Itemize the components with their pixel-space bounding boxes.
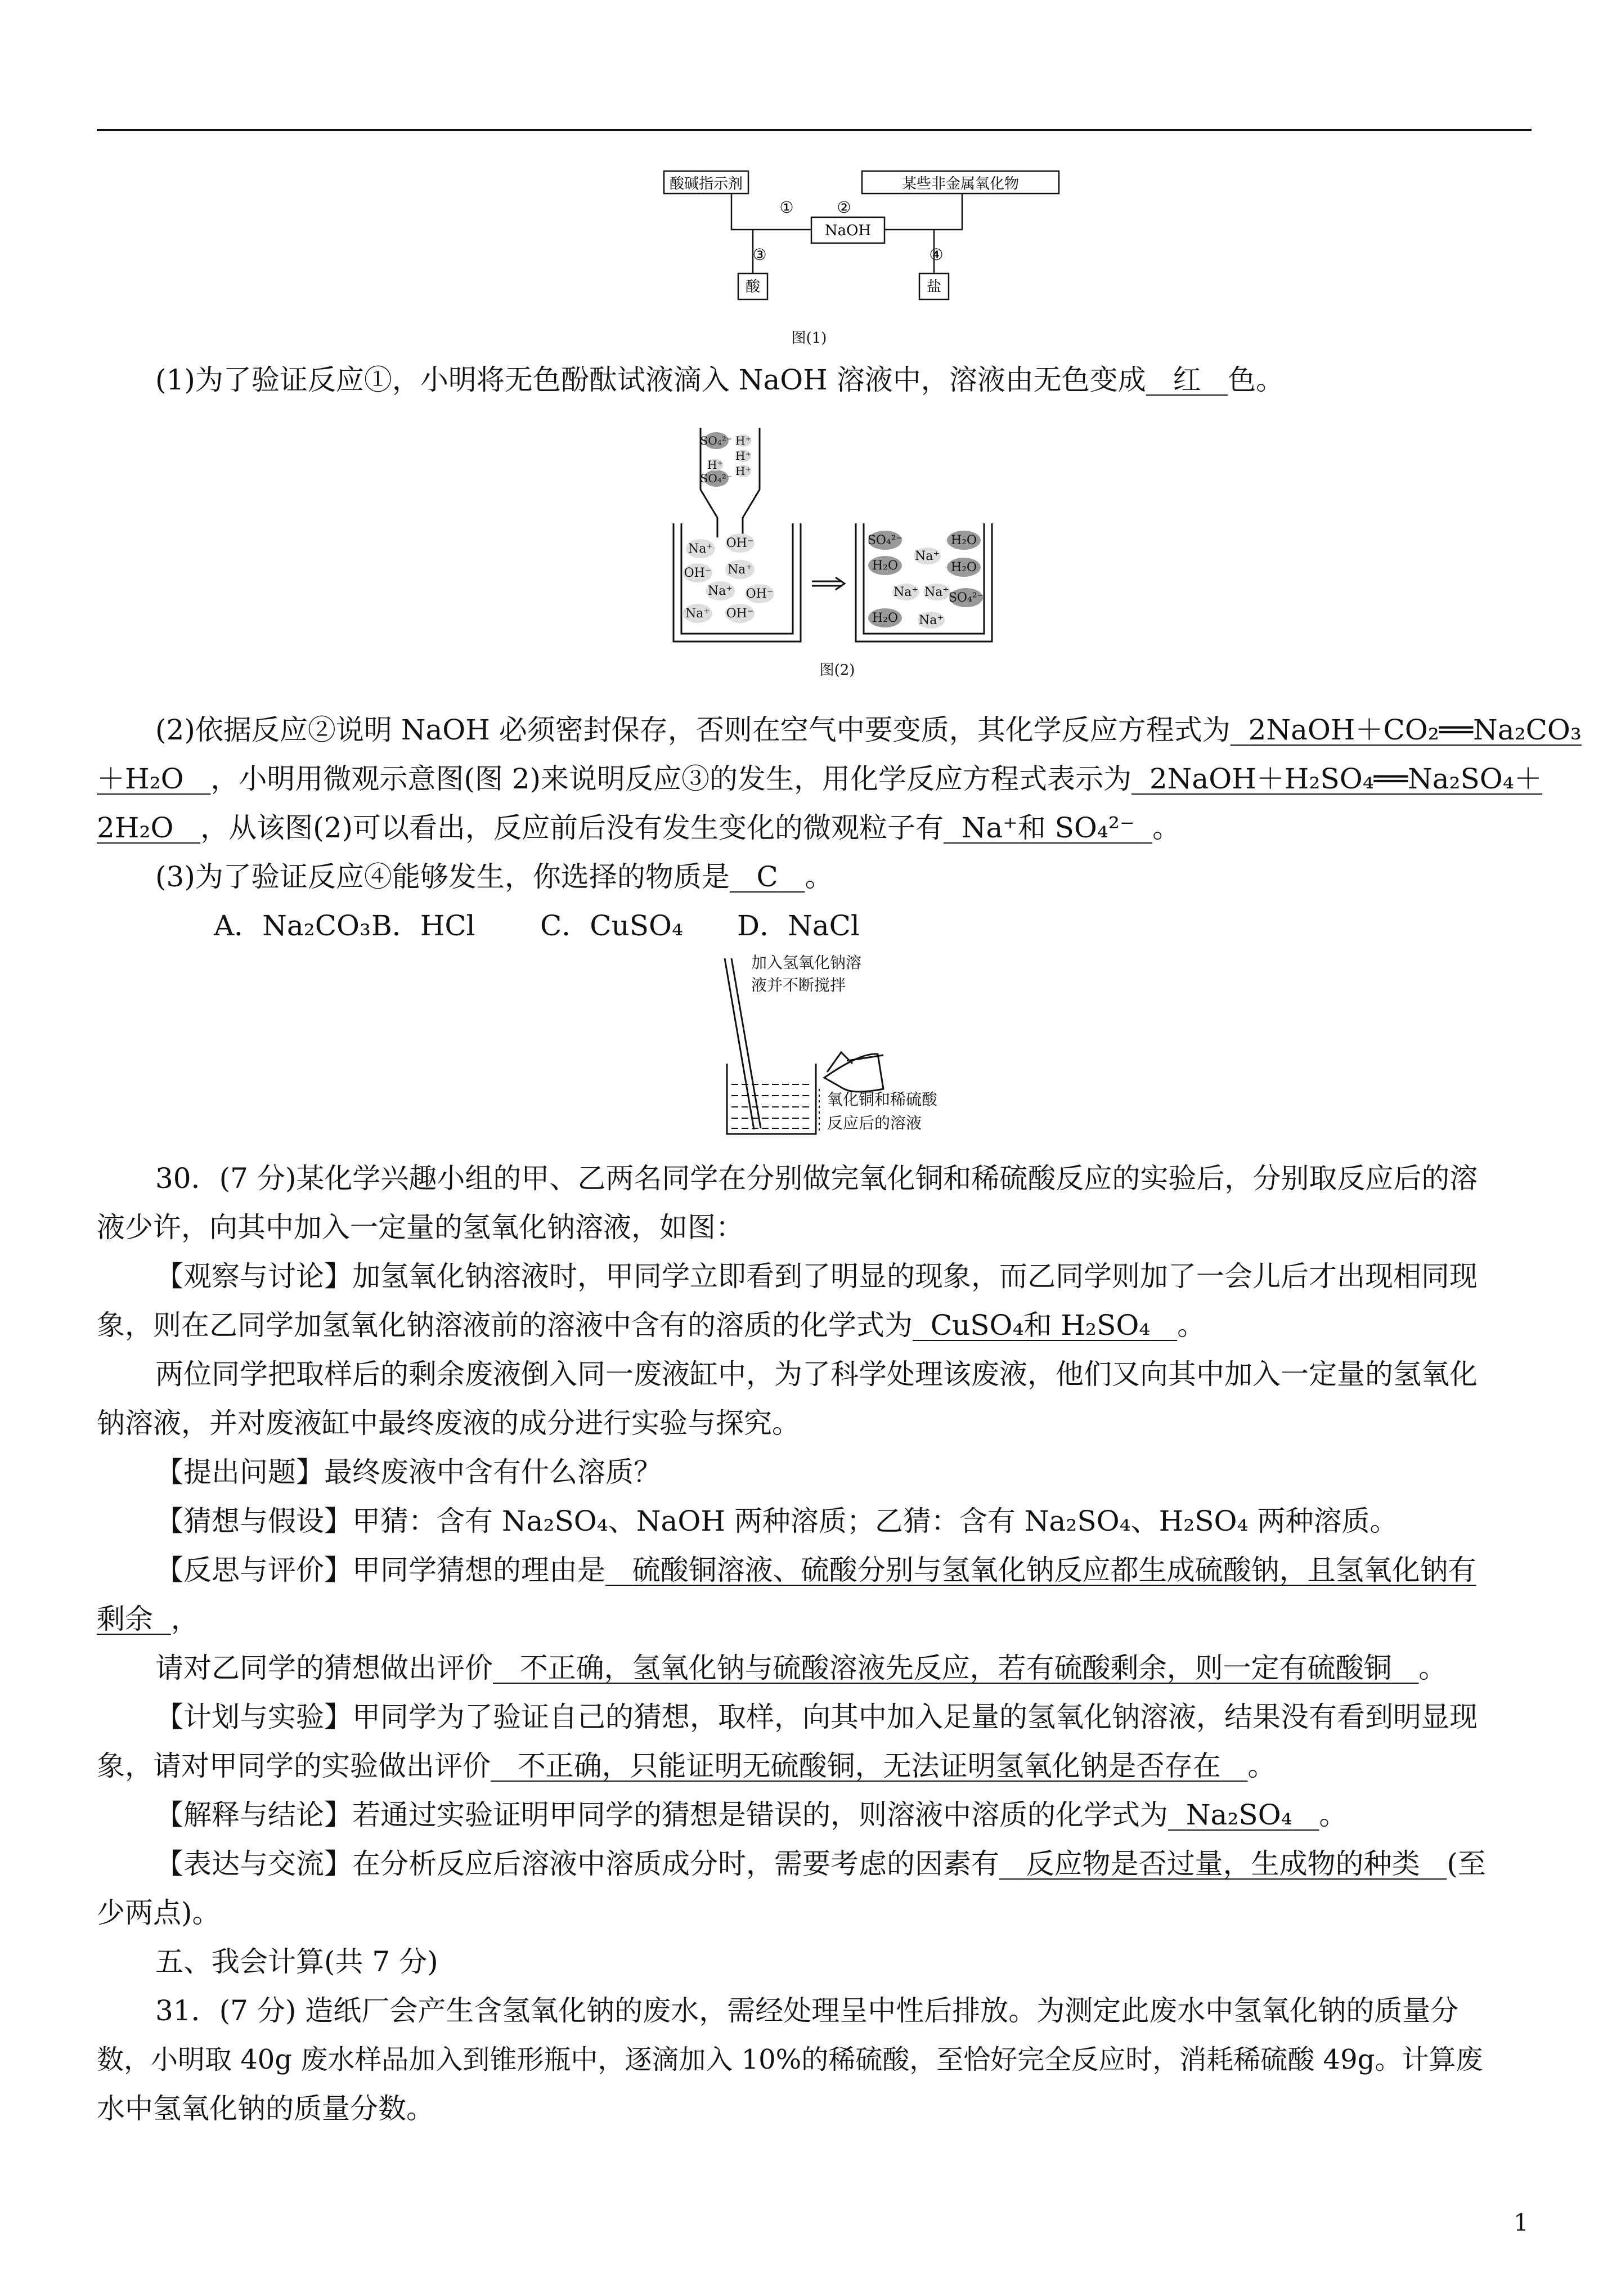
q2-answer-1: 2NaOH＋CO₂══Na₂CO₃ xyxy=(1248,714,1582,746)
fig2-after-particle: Na⁺ xyxy=(919,613,944,627)
q30-line-9: 【反思与评价】甲同学猜想的理由是 硫酸铜溶液、硫酸分别与氢氧化钠反应都生成硫酸钠，且氢氧化钠有 xyxy=(155,1554,1476,1586)
fig2-dropper-ion: SO₄²⁻ xyxy=(700,434,733,447)
fig1-num-3: ③ xyxy=(752,245,767,264)
q1-end: 色。 xyxy=(1228,364,1285,396)
fig3-label-top-2: 液并不断搅拌 xyxy=(751,976,846,994)
fig2-after-particle: H₂O xyxy=(950,560,977,575)
q30-answer-solutes: CuSO₄和 H₂SO₄ xyxy=(930,1309,1151,1342)
option-c: C．CuSO₄ xyxy=(540,909,684,942)
q2-answer-2: 2NaOH＋H₂SO₄══Na₂SO₄＋ xyxy=(1149,763,1542,795)
fig2-before-ion: Na⁺ xyxy=(688,542,713,556)
q2-answer-2-cont: 2H₂O xyxy=(97,811,174,844)
fig2-after-particle: Na⁺ xyxy=(924,585,949,599)
fig3-label-bottom-2: 反应后的溶液 xyxy=(827,1114,922,1132)
fig2-before-ion: Na⁺ xyxy=(685,607,710,621)
q30-answer-eval-b: 不正确，氢氧化钠与硫酸溶液先反应，若有硫酸剩余，则一定有硫酸铜 xyxy=(519,1652,1392,1684)
fig1-num-4: ④ xyxy=(929,245,944,264)
fig2-after-particle: SO₄²⁻ xyxy=(948,591,984,605)
q30-line-15: 【表达与交流】在分析反应后溶液中溶质成分时，需要考虑的因素有 反应物是否过量，生成物的种类 (至 xyxy=(155,1847,1486,1880)
q30-answer-formula: Na₂SO₄ xyxy=(1186,1799,1292,1831)
section-5-heading: 五、我会计算(共 7 分) xyxy=(155,1945,438,1978)
fig1-box-indicator: 酸碱指示剂 xyxy=(669,176,743,192)
fig1-box-salt: 盐 xyxy=(926,279,942,295)
fig1-num-2: ② xyxy=(837,198,851,217)
fig1-box-nonmetal-oxide: 某些非金属氧化物 xyxy=(901,176,1020,192)
option-d: D．NaCl xyxy=(737,909,860,942)
q31-line-3: 水中氢氧化钠的质量分数。 xyxy=(97,2092,434,2125)
fig2-after-particle: Na⁺ xyxy=(915,549,940,563)
q30-line-4: 象，则在乙同学加氢氧化钠溶液前的溶液中含有的溶质的化学式为 CuSO₄和 H₂SO₄ 。 xyxy=(97,1309,1206,1342)
q2-answer-3: Na⁺和 SO₄²⁻ xyxy=(961,811,1135,844)
q30-line-10: 剩余 ， xyxy=(97,1603,199,1635)
fig2-before-ion: OH⁻ xyxy=(746,587,774,601)
fig2-dropper-ion: H⁺ xyxy=(735,464,751,478)
question-2-line-2: ＋H₂O ，小明用微观示意图(图 2)来说明反应③的发生，用化学反应方程式表示为 2NaOH＋H₂SO₄══Na₂SO₄＋ xyxy=(97,763,1542,795)
q1-answer: 红 xyxy=(1173,364,1201,396)
q30-line-11: 请对乙同学的猜想做出评价 不正确，氢氧化钠与硫酸溶液先反应，若有硫酸剩余，则一定有硫酸铜 。 xyxy=(155,1652,1447,1684)
figure-1-naoh-diagram xyxy=(658,163,1063,312)
fig2-dropper-ion: H⁺ xyxy=(735,434,751,447)
fig2-after-particle: H₂O xyxy=(872,611,899,625)
q3-answer: C xyxy=(756,860,778,893)
figure-1-caption: 图(1) xyxy=(791,330,827,347)
fig2-before-ion: OH⁻ xyxy=(726,536,754,550)
fig2-dropper-ion: H⁺ xyxy=(735,449,751,463)
q30-line-3: 【观察与讨论】加氢氧化钠溶液时，甲同学立即看到了明显的现象，而乙同学则加了一会儿后才出现相同现 xyxy=(155,1260,1478,1293)
q30-line-16: 少两点)。 xyxy=(97,1896,221,1929)
question-2-line-1: (2)依据反应②说明 NaOH 必须密封保存，否则在空气中要变质，其化学反应方程式为 2NaOH＋CO₂══Na₂CO₃ xyxy=(155,714,1582,746)
fig1-box-acid: 酸 xyxy=(745,279,761,295)
question-3-options xyxy=(97,909,1532,943)
q30-line-5: 两位同学把取样后的剩余废液倒入同一废液缸中，为了科学处理该废液，他们又向其中加入一定量的氢氧化 xyxy=(155,1358,1478,1391)
fig3-label-top-1: 加入氢氧化钠溶 xyxy=(751,954,862,972)
figure-2-micro-diagram xyxy=(667,422,1027,647)
q30-answer-reason: 硫酸铜溶液、硫酸分别与氢氧化钠反应都生成硫酸钠，且氢氧化钠有 xyxy=(632,1554,1476,1586)
q30-answer-factors: 反应物是否过量，生成物的种类 xyxy=(1026,1847,1420,1880)
fig2-before-ion: Na⁺ xyxy=(708,584,733,598)
fig2-dropper-ion: SO₄²⁻ xyxy=(700,472,733,485)
question-2-line-3: 2H₂O ，从该图(2)可以看出，反应前后没有发生变化的微观粒子有 Na⁺和 SO₄²⁻ 。 xyxy=(97,811,1181,844)
fig2-before-ion: OH⁻ xyxy=(726,607,754,621)
option-a: A．Na₂CO₃ xyxy=(214,909,371,942)
top-rule xyxy=(97,129,1532,131)
fig2-before-ion: OH⁻ xyxy=(684,566,712,580)
fig2-after-particle: H₂O xyxy=(950,533,977,548)
page-number: 1 xyxy=(1514,2209,1529,2236)
q31-line-1: 31．(7 分) 造纸厂会产生含氢氧化钠的废水，需经处理呈中性后排放。为测定此废水中氢氧化钠的质量分 xyxy=(155,1994,1459,2027)
question-1-line xyxy=(97,363,1532,397)
fig2-after-particle: Na⁺ xyxy=(893,585,918,599)
q30-line-6: 钠溶液，并对废液缸中最终废液的成分进行实验与探究。 xyxy=(97,1407,800,1440)
q30-answer-reason-cont: 剩余 xyxy=(97,1603,153,1635)
q30-answer-eval-a: 不正确，只能证明无硫酸铜，无法证明氢氧化钠是否存在 xyxy=(517,1750,1221,1782)
q2-answer-1-cont: ＋H₂O xyxy=(97,763,184,795)
figure-3-beaker-diagram xyxy=(715,954,996,1145)
q31-line-2: 数，小明取 40g 废水样品加入到锥形瓶中，逐滴加入 10%的稀硫酸，至恰好完全反应时，消耗稀硫酸 49g。计算废 xyxy=(97,2044,1483,2075)
q30-line-14: 【解释与结论】若通过实验证明甲同学的猜想是错误的，则溶液中溶质的化学式为 Na₂SO₄ 。 xyxy=(155,1799,1348,1831)
fig1-center-naoh: NaOH xyxy=(824,222,872,239)
q1-text: (1)为了验证反应①，小明将无色酚酞试液滴入 NaOH 溶液中，溶液由无色变成 xyxy=(155,364,1146,396)
fig1-num-1: ① xyxy=(779,198,794,217)
question-3-line: (3)为了验证反应④能够发生，你选择的物质是 C 。 xyxy=(155,860,833,893)
q30-line-1: 30．(7 分)某化学兴趣小组的甲、乙两名同学在分别做完氧化铜和稀硫酸反应的实验后，分别取反应后的溶 xyxy=(155,1162,1478,1195)
fig2-before-ion: Na⁺ xyxy=(728,563,752,577)
q30-line-7: 【提出问题】最终废液中含有什么溶质？ xyxy=(155,1456,662,1488)
option-b: B．HCl xyxy=(371,909,475,942)
figure-2-caption: 图(2) xyxy=(819,662,855,679)
q30-line-8: 【猜想与假设】甲猜：含有 Na₂SO₄、NaOH 两种溶质；乙猜：含有 Na₂SO₄、H₂SO₄ 两种溶质。 xyxy=(155,1505,1398,1537)
fig2-after-particle: SO₄²⁻ xyxy=(867,533,903,548)
q30-line-2: 液少许，向其中加入一定量的氢氧化钠溶液，如图： xyxy=(97,1211,744,1244)
fig3-label-bottom-1: 氧化铜和稀硫酸 xyxy=(827,1090,938,1109)
fig2-after-particle: H₂O xyxy=(872,559,899,573)
q30-line-13: 象，请对甲同学的实验做出评价 不正确，只能证明无硫酸铜，无法证明氢氧化钠是否存在 。 xyxy=(97,1750,1276,1782)
fig2-dropper-ion: H⁺ xyxy=(707,458,723,472)
q30-line-12: 【计划与实验】甲同学为了验证自己的猜想，取样，向其中加入足量的氢氧化钠溶液，结果没有看到明显现 xyxy=(155,1701,1478,1733)
